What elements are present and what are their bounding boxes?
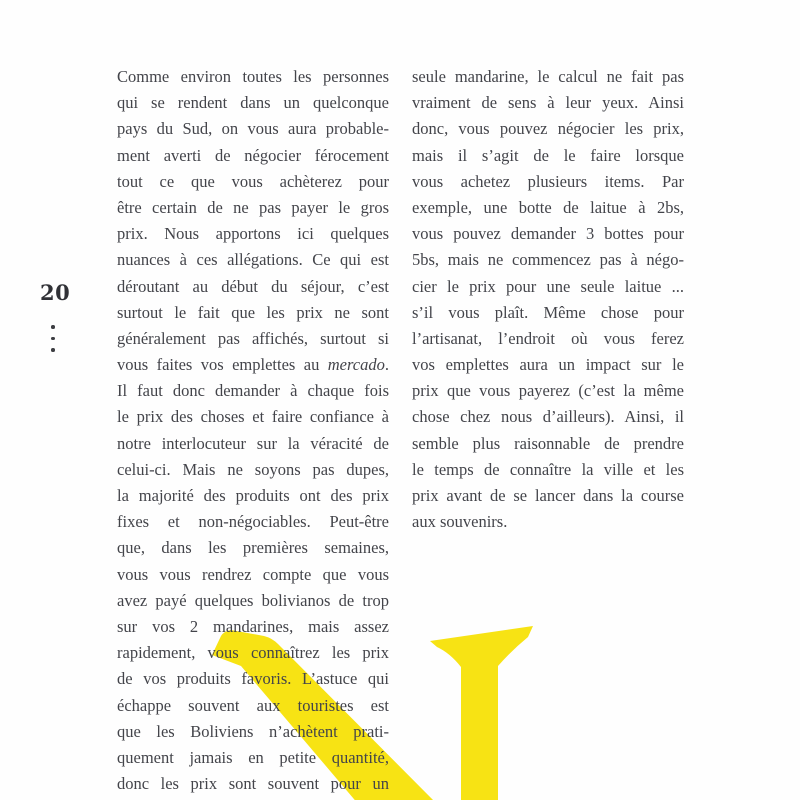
text-line: fixes et non-négociables. Peut-être xyxy=(117,512,389,532)
text-line: vous vous rendrez compte que vous xyxy=(117,564,389,584)
dot xyxy=(51,337,55,341)
text-line: échappe souvent aux touristes est xyxy=(117,695,389,715)
text-line: tout ce que vous achèterez pour xyxy=(117,171,389,191)
text-line: exemple, une botte de laitue à 2bs, xyxy=(412,197,684,217)
text-line: notre interlocuteur sur la véracité de xyxy=(117,433,389,453)
text-line: surtout le fait que les prix ne sont xyxy=(117,302,389,322)
text-line: déroutant au début du séjour, c’est xyxy=(117,276,389,296)
text-line: vos emplettes aura un impact sur le xyxy=(412,355,684,375)
text-line: nuances à ces allégations. Ce qui est xyxy=(117,250,389,270)
page-number: 20 xyxy=(40,280,71,305)
text-line: semble plus raisonnable de prendre xyxy=(412,433,684,453)
text-line: que, dans les premières semaines, xyxy=(117,538,389,558)
text-line: prix avant de se lancer dans la course xyxy=(412,486,684,505)
text-line: ment averti de négocier férocement xyxy=(117,145,389,165)
text-line: de vos produits favoris. L’astuce qui xyxy=(117,669,389,689)
text-line: sur vos 2 mandarines, mais assez xyxy=(117,616,389,636)
text-line: que les Boliviens n’achètent prati- xyxy=(117,721,389,741)
text-line: celui-ci. Mais ne soyons pas dupes, xyxy=(117,459,389,479)
text-line: être certain de ne pas payer le gros xyxy=(117,197,389,217)
text-line: pays du Sud, on vous aura probable- xyxy=(117,119,389,139)
text-line: donc les prix sont souvent pour un xyxy=(117,774,389,794)
text-line: avez payé quelques bolivianos de trop xyxy=(117,590,389,610)
n-right-stem xyxy=(430,626,533,800)
text-line: s’il vous plaît. Même chose pour xyxy=(412,302,684,322)
text-line: rapidement, vous connaîtrez les prix xyxy=(117,643,389,663)
text-line: 5bs, mais ne commencez pas à négo- xyxy=(412,250,684,270)
text-line: aux souvenirs. xyxy=(412,512,508,532)
text-line: l’artisanat, l’endroit où vous ferez xyxy=(412,328,684,348)
text-line: Comme environ toutes les personnes xyxy=(117,67,389,86)
text-line: quement jamais en petite quantité, xyxy=(117,747,389,767)
vertical-ellipsis-icon xyxy=(51,325,70,352)
text-line: seule mandarine, le calcul ne fait pas xyxy=(412,67,684,86)
text-line: qui se rendent dans un quelconque xyxy=(117,93,389,113)
text-line: prix que vous payerez (c’est la même xyxy=(412,381,684,401)
text-line: vous pouvez demander 3 bottes pour xyxy=(412,224,684,244)
text-line: donc, vous pouvez négocier les prix, xyxy=(412,119,684,139)
text-column-right xyxy=(412,64,684,535)
text-line: prix. Nous apportons ici quelques xyxy=(117,224,389,244)
text-column-left xyxy=(117,64,389,797)
text-line: le temps de connaître la ville et les xyxy=(412,459,684,479)
dot xyxy=(51,325,55,329)
text-line: chose chez nous d’ailleurs). Ainsi, il xyxy=(412,407,684,427)
text-line: vraiment de sens à leur yeux. Ainsi xyxy=(412,93,684,113)
text-line: Il faut donc demander à chaque fois xyxy=(117,381,389,401)
text-line: généralement pas affichés, surtout si xyxy=(117,328,389,348)
text-line: le prix des choses et faire confiance à xyxy=(117,407,389,427)
text-line: la majorité des produits ont des prix xyxy=(117,486,389,505)
text-line: mais il s’agit de le faire lorsque xyxy=(412,145,684,165)
dot xyxy=(51,348,55,352)
text-line: vous faites vos emplettes au mercado. xyxy=(117,355,389,375)
page-number-block xyxy=(40,280,70,352)
text-line: cier le prix pour une seule laitue ... xyxy=(412,276,684,296)
text-line: vous achetez plusieurs items. Par xyxy=(412,171,684,191)
